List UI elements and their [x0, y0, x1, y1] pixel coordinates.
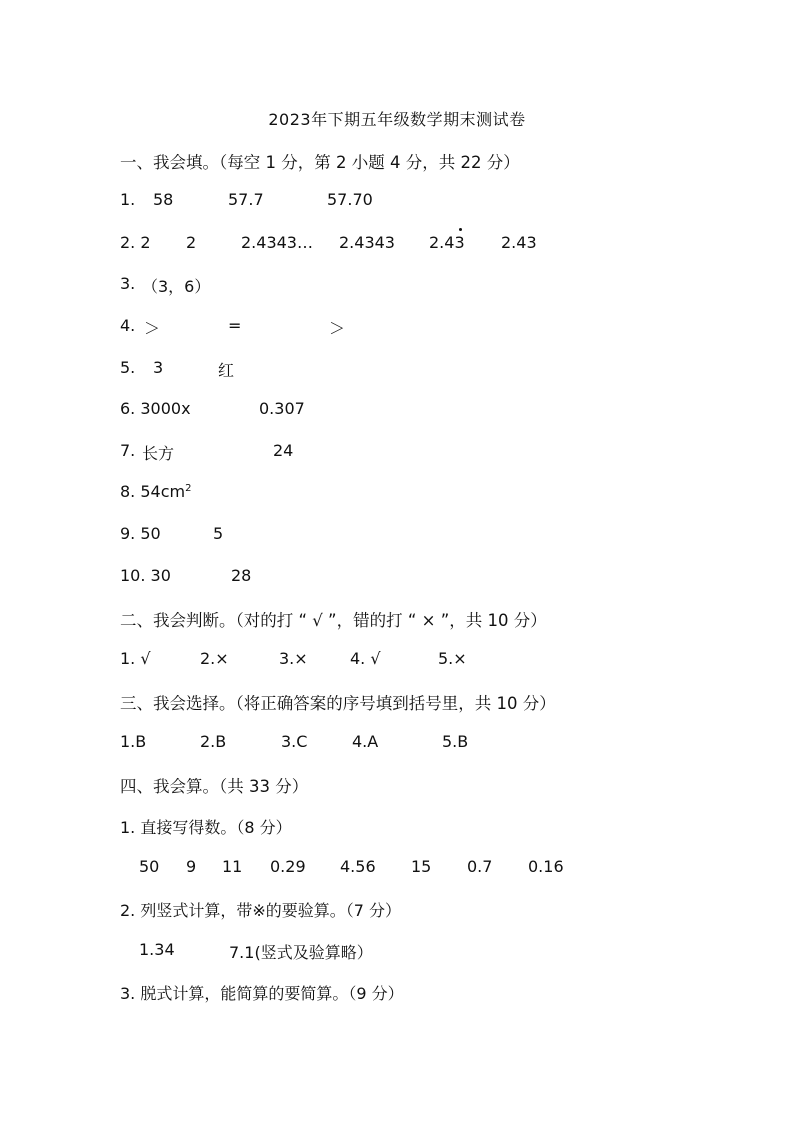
calc1-answer-5: 4.56	[340, 857, 376, 876]
choice-answer-2: 2.B	[200, 732, 227, 751]
q1-answer-2: 57.7	[228, 190, 264, 209]
choice-answer-1: 1.B	[120, 732, 147, 751]
q5-answer-1: 3	[153, 358, 164, 377]
judge-answer-4: 4. √	[350, 649, 381, 668]
section-choice-heading: 三、我会选择。（将正确答案的序号填到括号里，共 10 分）	[120, 694, 556, 713]
q2-answer-2: 2	[186, 233, 197, 252]
q2-answer-5-repeating-digit: 3	[454, 233, 465, 252]
choice-answer-4: 4.A	[352, 732, 379, 751]
calc2-answer-1: 1.34	[139, 940, 175, 959]
q4-answer-1: ＞	[144, 319, 161, 338]
q5-number: 5.	[120, 358, 136, 377]
q7-number: 7.	[120, 441, 136, 460]
repeating-decimal-digit	[454, 233, 464, 252]
q2-answer-4: 2.4343	[339, 233, 395, 252]
calc1-answer-3: 11	[222, 857, 243, 876]
q2-answer-6: 2.43	[501, 233, 537, 252]
calc3-title: 3. 脱式计算，能简算的要简算。（9 分）	[120, 984, 404, 1003]
q5-answer-2: 红	[218, 361, 235, 380]
section-judge-heading: 二、我会判断。（对的打 “ √ ”，错的打 “ × ”，共 10 分）	[120, 611, 547, 630]
q4-answer-2: =	[228, 316, 242, 335]
choice-answer-3: 3.C	[281, 732, 308, 751]
q2-answer-5	[429, 233, 465, 252]
q2-answer-1: 2. 2	[120, 233, 151, 252]
calc1-answer-2: 9	[186, 857, 197, 876]
q9-answer-2: 5	[213, 524, 224, 543]
judge-answer-3: 3.×	[279, 649, 308, 668]
calc1-answer-4: 0.29	[270, 857, 306, 876]
calc1-answer-6: 15	[411, 857, 432, 876]
q8-value: 8. 54cm	[120, 482, 186, 501]
q10-answer-1: 10. 30	[120, 566, 171, 585]
q1-number: 1.	[120, 190, 136, 209]
q6-answer-2: 0.307	[259, 399, 305, 418]
judge-answer-5: 5.×	[438, 649, 467, 668]
repeating-dot-icon	[459, 228, 462, 231]
calc2-title: 2. 列竖式计算，带※的要验算。（7 分）	[120, 901, 402, 920]
page-title: 2023年下期五年级数学期末测试卷	[268, 110, 526, 129]
q2-answer-3: 2.4343…	[241, 233, 313, 252]
section-fill-heading: 一、我会填。（每空 1 分，第 2 小题 4 分，共 22 分）	[120, 153, 520, 172]
q4-number: 4.	[120, 316, 136, 335]
q3-answer: （3，6）	[142, 277, 211, 296]
q10-answer-2: 28	[231, 566, 252, 585]
calc2-answer-2: 7.1(竖式及验算略）	[229, 943, 373, 962]
calc1-title: 1. 直接写得数。（8 分）	[120, 818, 292, 837]
choice-answer-5: 5.B	[442, 732, 469, 751]
q8-superscript: 2	[185, 483, 192, 494]
calc1-answer-7: 0.7	[467, 857, 493, 876]
calc1-answer-8: 0.16	[528, 857, 564, 876]
q3-number: 3.	[120, 274, 136, 293]
q6-answer-1: 6. 3000x	[120, 399, 191, 418]
q4-answer-3: ＞	[329, 319, 346, 338]
q2-answer-5-prefix: 2.4	[429, 233, 455, 252]
q1-answer-1: 58	[153, 190, 174, 209]
section-calc-heading: 四、我会算。（共 33 分）	[120, 777, 309, 796]
q7-answer-2: 24	[273, 441, 294, 460]
judge-answer-2: 2.×	[200, 649, 229, 668]
calc1-answer-1: 50	[139, 857, 160, 876]
q9-answer-1: 9. 50	[120, 524, 161, 543]
q7-answer-1: 长方	[142, 444, 175, 463]
q1-answer-3: 57.70	[327, 190, 373, 209]
judge-answer-1: 1. √	[120, 649, 151, 668]
q8-answer	[120, 482, 191, 501]
